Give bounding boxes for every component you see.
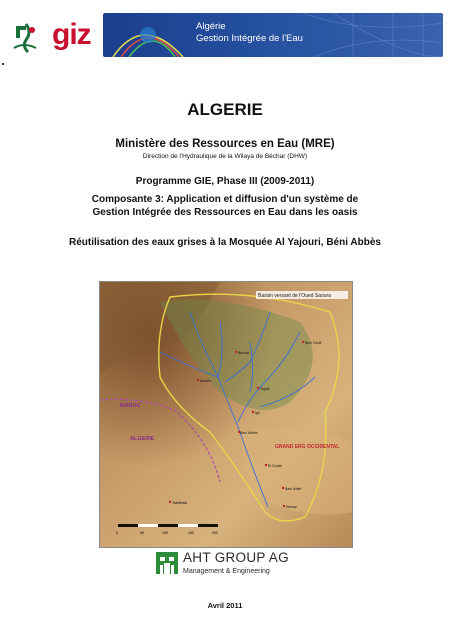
component-line1: Composante 3: Application et diffusion d'un système de	[91, 194, 359, 205]
label-town: El Ouata	[268, 464, 282, 468]
programme-title: Programme GIE, Phase III (2009-2011)	[135, 176, 315, 187]
label-town: Kerzaz	[286, 505, 297, 509]
company-name: AHT GROUP AG	[183, 550, 289, 565]
component-title	[0, 193, 450, 219]
label-town: Béni Abbès	[240, 431, 258, 435]
label-town: Tabelbala	[172, 501, 187, 505]
label-erg: GRAND ERG OCCIDENTAL	[275, 444, 340, 450]
banner-line1: Algérie	[196, 21, 226, 32]
cooperation-logo-icon	[10, 20, 44, 54]
scale-tick: 0	[116, 531, 118, 535]
scale-tick: 200	[212, 531, 218, 535]
header-banner	[103, 13, 443, 57]
project-title: Réutilisation des eaux grises à la Mosquée Al Yajouri, Béni Abbès	[69, 237, 381, 248]
scale-tick: 150	[188, 531, 194, 535]
ministry-name: Ministère des Ressources en Eau (MRE)	[115, 138, 335, 150]
label-algerie: ALGERIE	[130, 436, 155, 442]
label-town: Abadla	[200, 379, 211, 383]
map-caption: Bassin versant de l'Oued Saoura	[258, 293, 331, 299]
label-town: Taghit	[260, 387, 270, 391]
component-line2: Gestion Intégrée des Ressources en Eau dans les oasis	[92, 207, 358, 218]
label-town: Bechar	[238, 351, 250, 355]
company-tagline: Management & Engineering	[183, 568, 270, 575]
banner-text	[196, 21, 303, 45]
label-town: Beni Ounif	[305, 341, 322, 345]
publication-date: Avril 2011	[207, 601, 243, 610]
giz-logo: giz	[52, 18, 91, 51]
banner-line2: Gestion Intégrée de l'Eau	[196, 33, 303, 44]
scale-tick: 50	[140, 531, 144, 535]
country-title: ALGERIE	[187, 100, 263, 119]
scale-tick: 100	[162, 531, 168, 535]
aht-logo-icon	[155, 551, 179, 577]
label-maroc: MAROC	[120, 403, 141, 409]
watershed-map	[99, 281, 353, 548]
page-mark	[2, 63, 4, 65]
label-town: Beni Ikhlef	[285, 487, 302, 491]
direction-name: Direction de l'Hydraulique de la Wilaya de Béchar (DHW)	[142, 153, 308, 160]
label-town: Igli	[255, 411, 260, 415]
